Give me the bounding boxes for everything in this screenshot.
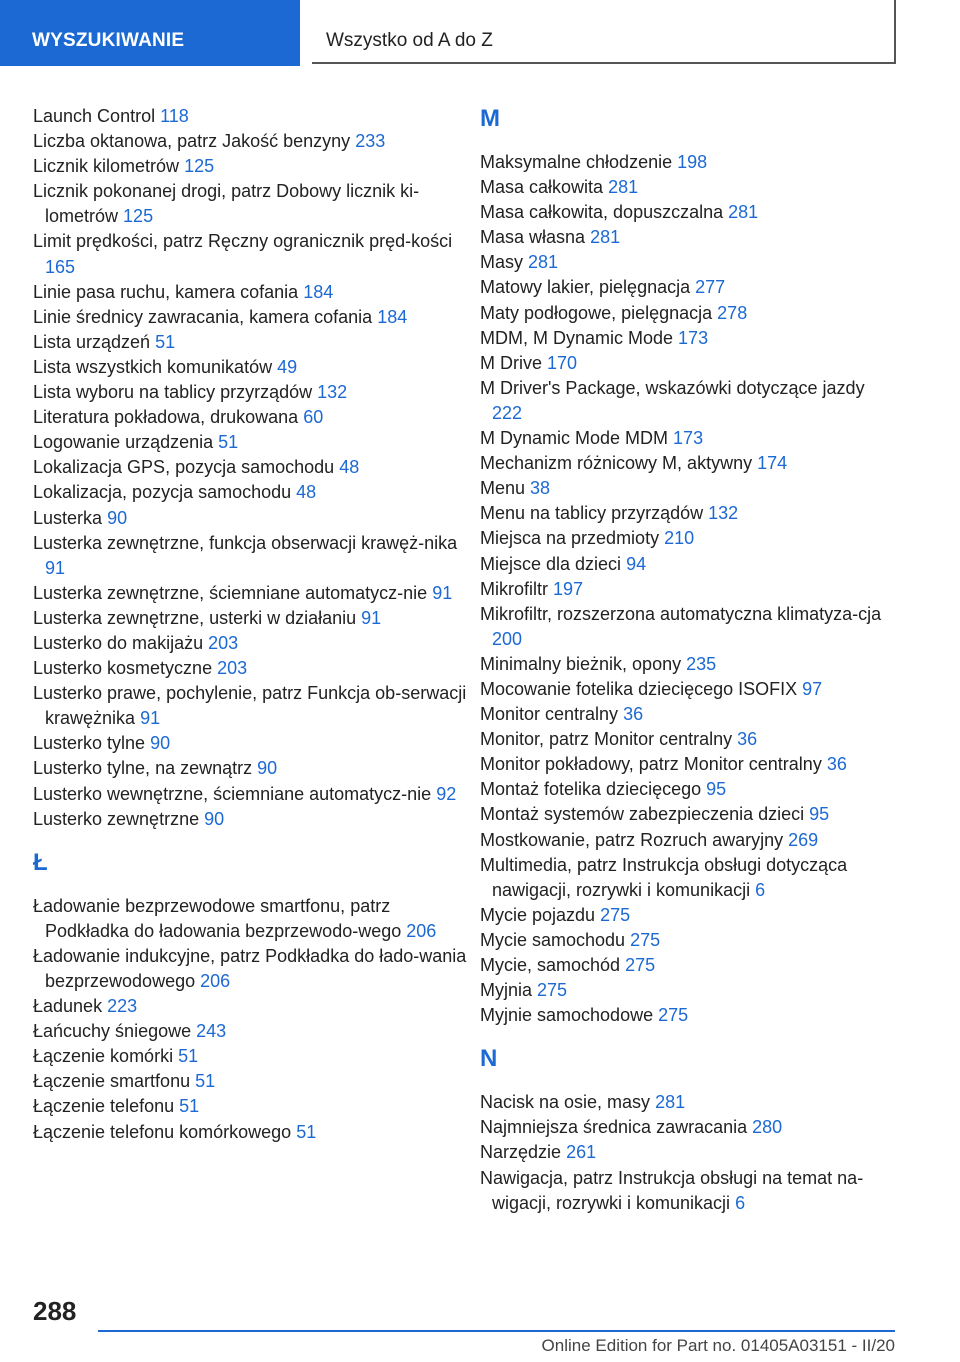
index-page-link[interactable]: 90 (204, 808, 225, 829)
index-page-link[interactable]: 90 (150, 733, 171, 754)
index-entry (33, 1019, 473, 1044)
index-page-link[interactable]: 281 (655, 1092, 686, 1113)
index-entry (480, 777, 890, 802)
index-entry-text: Montaż systemów zabezpieczenia dzieci (480, 804, 805, 825)
index-entry-text: Lusterko zewnętrzne (33, 808, 200, 829)
index-entry-text: Masa całkowita, dopuszczalna (480, 202, 724, 223)
index-page-link[interactable]: 235 (686, 653, 717, 674)
index-entry-text: Lusterko tylne (33, 733, 146, 754)
index-page-link[interactable]: 60 (303, 407, 324, 428)
index-entry-text: Launch Control (33, 106, 156, 126)
index-page-link[interactable]: 118 (160, 106, 189, 126)
index-entry-text: Monitor pokładowy, patrz Monitor centralny (480, 754, 822, 775)
index-letter-heading: M (480, 105, 500, 132)
index-entry (33, 330, 473, 355)
index-page-link[interactable]: 210 (664, 528, 695, 549)
index-entry-text: Mostkowanie, patrz Rozruch awaryjny (480, 829, 784, 850)
index-entry (33, 480, 473, 505)
index-entry-text: Ładowanie indukcyjne, patrz Podkładka do łado-wania bezprzewodowego (33, 945, 467, 991)
index-page-link[interactable]: 125 (123, 206, 154, 227)
index-entry (480, 602, 890, 652)
index-entry-text: Maty podłogowe, pielęgnacja (480, 302, 713, 323)
index-entry (33, 430, 473, 455)
index-entry (33, 1120, 473, 1145)
index-page-link[interactable]: 94 (626, 553, 647, 574)
index-entry (480, 853, 890, 903)
index-page-link[interactable]: 206 (406, 920, 437, 941)
index-entry-text: M Drive (480, 352, 542, 373)
index-entry (33, 782, 473, 807)
index-entry (480, 326, 890, 351)
index-entry (480, 1166, 890, 1216)
index-entry-text: Łączenie telefonu komórkowego (33, 1121, 292, 1142)
index-entry (33, 531, 473, 581)
index-page-link[interactable]: 38 (530, 478, 551, 499)
index-entry (480, 552, 890, 577)
index-entry (33, 380, 473, 405)
index-entry-text: Lusterko do makijażu (33, 632, 204, 653)
index-entry (480, 351, 890, 376)
index-page-link[interactable]: 51 (195, 1071, 216, 1092)
index-page-link[interactable]: 49 (277, 356, 298, 377)
index-page-link[interactable]: 173 (673, 428, 704, 449)
index-page-link[interactable]: 51 (179, 1096, 200, 1117)
index-entry (480, 426, 890, 451)
section-title: Wszystko od A do Z (312, 0, 896, 64)
index-entry (480, 727, 890, 752)
index-column-right (480, 104, 890, 1216)
index-entry-text: Monitor centralny (480, 704, 619, 725)
section-tab[interactable]: WYSZUKIWANIE (0, 0, 300, 66)
index-entry (33, 756, 473, 781)
index-entry-text: Myjnie samochodowe (480, 1005, 654, 1026)
index-page-link[interactable]: 95 (809, 804, 830, 825)
index-entry (33, 455, 473, 480)
index-entry-text: Miejsca na przedmioty (480, 528, 660, 549)
index-entry (33, 944, 473, 994)
index-entry (33, 807, 473, 832)
index-entry (33, 129, 473, 154)
index-entry-text: Menu na tablicy przyrządów (480, 503, 704, 524)
index-entry (480, 175, 890, 200)
index-entry-text: Łączenie smartfonu (33, 1071, 191, 1092)
index-entry (33, 631, 473, 656)
index-entry-text: Mikrofiltr (480, 578, 548, 599)
index-page-link[interactable]: 125 (184, 156, 215, 177)
index-entry-text: Literatura pokładowa, drukowana (33, 407, 299, 428)
index-page-link[interactable]: 261 (566, 1142, 597, 1163)
index-entry-text: Lusterko tylne, na zewnątrz (33, 758, 253, 779)
index-entry-text: M Dynamic Mode MDM (480, 428, 669, 449)
index-entry (33, 581, 473, 606)
index-entry (480, 150, 890, 175)
index-page-link[interactable]: 200 (492, 628, 523, 649)
index-entry (33, 405, 473, 430)
page-number: 288 (33, 1296, 77, 1326)
index-page-link[interactable]: 269 (788, 829, 819, 850)
footer-divider (98, 1330, 895, 1332)
index-entry-text: MDM, M Dynamic Mode (480, 327, 674, 348)
index-entry (480, 953, 890, 978)
index-entry (33, 280, 473, 305)
index-entry (33, 154, 473, 179)
index-entry (33, 1069, 473, 1094)
index-page-link[interactable]: 132 (708, 503, 739, 524)
index-entry-text: M Driver's Package, wskazówki dotyczące jazdy (480, 377, 865, 398)
index-page-link[interactable]: 184 (303, 281, 334, 302)
index-entry-text: Narzędzie (480, 1142, 562, 1163)
index-entry (33, 179, 473, 229)
index-page-link[interactable]: 277 (695, 277, 726, 298)
index-entry (33, 305, 473, 330)
index-page-link[interactable]: 275 (600, 904, 631, 925)
index-entry-text: Matowy lakier, pielęgnacja (480, 277, 691, 298)
index-entry-text: Mechanizm różnicowy M, aktywny (480, 453, 753, 474)
index-page-link[interactable]: 198 (677, 152, 708, 172)
index-entry (480, 752, 890, 777)
index-entry (33, 731, 473, 756)
index-page-link[interactable]: 36 (826, 754, 847, 775)
index-page-link[interactable]: 51 (296, 1121, 317, 1142)
index-entry-text: Lusterko wewnętrzne, ściemniane automatycz-nie (33, 783, 432, 804)
index-page-link[interactable]: 95 (706, 779, 727, 800)
index-entry (480, 526, 890, 551)
index-entry-text: Lusterka (33, 507, 103, 528)
index-page-link[interactable]: 233 (355, 131, 386, 152)
index-entry (480, 225, 890, 250)
index-entry-text: Montaż fotelika dziecięcego (480, 779, 702, 800)
index-page-link[interactable]: 51 (218, 432, 239, 453)
index-entry-text: Lista wszystkich komunikatów (33, 356, 273, 377)
index-entry (480, 577, 890, 602)
index-page-link[interactable]: 206 (200, 971, 231, 991)
index-letter-heading: N (480, 1045, 498, 1073)
index-entry-text: Menu (480, 478, 526, 499)
index-page-link[interactable]: 48 (339, 457, 360, 478)
index-entry (480, 376, 890, 426)
index-page-link[interactable]: 51 (178, 1046, 199, 1067)
index-entry (480, 978, 890, 1003)
index-page-link[interactable]: 132 (317, 382, 348, 403)
index-page-link[interactable]: 281 (608, 177, 639, 198)
index-page-link[interactable]: 48 (296, 482, 317, 503)
index-entry (480, 451, 890, 476)
index-entry (33, 506, 473, 531)
index-entry-text: Lokalizacja GPS, pozycja samochodu (33, 457, 335, 478)
index-entry-text: Lusterka zewnętrzne, ściemniane automatycz-nie (33, 582, 428, 603)
index-entry-text: Licznik kilometrów (33, 156, 180, 177)
index-entry (33, 229, 473, 279)
index-page-link[interactable]: 170 (547, 352, 578, 373)
index-entry (480, 1115, 890, 1140)
index-entry-text: Nawigacja, patrz Instrukcja obsługi na temat na-wigacji, rozrywki i komunikacji (480, 1167, 864, 1213)
index-entry-text: Mycie samochodu (480, 929, 626, 950)
index-entry (480, 1140, 890, 1165)
index-entry-text: Najmniejsza średnica zawracania (480, 1117, 748, 1138)
index-entry-text: Lokalizacja, pozycja samochodu (33, 482, 292, 503)
index-page-link[interactable]: 174 (757, 453, 788, 474)
index-entry (480, 301, 890, 326)
index-entry (480, 1003, 890, 1028)
index-entry-text: Łączenie komórki (33, 1046, 174, 1067)
page-header (0, 0, 960, 66)
index-entry (480, 1090, 890, 1115)
index-entry-text: Myjnia (480, 980, 533, 1001)
index-entry (480, 928, 890, 953)
index-page-link[interactable]: 90 (257, 758, 278, 779)
index-entry-text: Łączenie telefonu (33, 1096, 175, 1117)
index-entry (480, 476, 890, 501)
index-entry-text: Miejsce dla dzieci (480, 553, 622, 574)
index-entry-text: Licznik pokonanej drogi, patrz Dobowy licznik ki-lometrów (33, 181, 420, 227)
index-entry (480, 702, 890, 727)
footer-edition: Online Edition for Part no. 01405A03151 - II/20 (541, 1336, 895, 1355)
index-entry-text: Lusterko kosmetyczne (33, 658, 213, 679)
index-entry (33, 894, 473, 944)
index-page-link[interactable]: 275 (537, 980, 568, 1001)
index-page-link[interactable]: 275 (625, 955, 656, 975)
index-page-link[interactable]: 203 (208, 632, 239, 653)
index-page-link[interactable]: 222 (492, 402, 523, 423)
index-entry (33, 681, 473, 731)
index-entry (480, 677, 890, 702)
index-page-link[interactable]: 281 (590, 227, 621, 248)
index-entry (33, 104, 473, 129)
index-entry-text: Mycie pojazdu (480, 904, 596, 925)
index-entry-text: Multimedia, patrz Instrukcja obsługi dotycząca nawigacji, rozrywki i komunikacji (480, 854, 848, 900)
index-page-link[interactable]: 281 (728, 202, 759, 223)
index-page-link[interactable]: 6 (735, 1192, 746, 1213)
index-page-link[interactable]: 36 (737, 729, 758, 750)
index-page-link[interactable]: 278 (717, 302, 748, 323)
index-page-link[interactable]: 51 (155, 331, 176, 352)
index-entry (33, 1044, 473, 1069)
index-page-link[interactable]: 36 (623, 704, 644, 725)
index-page-link[interactable]: 91 (432, 582, 453, 603)
index-page-link[interactable]: 275 (630, 929, 661, 950)
index-entry-text: Mycie, samochód (480, 955, 621, 975)
index-entry (33, 994, 473, 1019)
index-entry-text: Limit prędkości, patrz Ręczny ogranicznik pręd-kości (33, 231, 453, 252)
index-entry (480, 903, 890, 928)
index-entry-text: Linie pasa ruchu, kamera cofania (33, 281, 299, 302)
index-page-link[interactable]: 223 (107, 996, 138, 1017)
index-entry (480, 652, 890, 677)
index-entry-text: Mikrofiltr, rozszerzona automatyczna klimatyza-cja (480, 603, 882, 624)
index-page-link[interactable]: 91 (361, 607, 382, 628)
index-entry-text: Mocowanie fotelika dziecięcego ISOFIX (480, 678, 798, 699)
index-page-link[interactable]: 275 (658, 1005, 689, 1026)
index-entry-text: Minimalny bieżnik, opony (480, 653, 682, 674)
index-page-link[interactable]: 173 (678, 327, 709, 348)
index-entry-text: Linie średnicy zawracania, kamera cofania (33, 306, 373, 327)
index-entry-text: Łańcuchy śniegowe (33, 1021, 192, 1042)
index-entry-text: Lista urządzeń (33, 331, 151, 352)
index-entry-text: Lusterka zewnętrzne, funkcja obserwacji krawęż-nika (33, 532, 458, 553)
index-page-link[interactable]: 280 (752, 1117, 783, 1138)
index-page-link[interactable]: 90 (107, 507, 128, 528)
index-page-link[interactable]: 6 (755, 879, 766, 900)
index-entry (33, 355, 473, 380)
index-entry (480, 828, 890, 853)
index-entry-text: Ładowanie bezprzewodowe smartfonu, patrz Podkładka do ładowania bezprzewodo-wego (33, 895, 402, 941)
index-column-left (33, 104, 473, 1145)
index-page-link[interactable]: 165 (45, 256, 76, 277)
index-entry (480, 275, 890, 300)
index-entry-text: Maksymalne chłodzenie (480, 152, 673, 172)
index-entry-text: Liczba oktanowa, patrz Jakość benzyny (33, 131, 351, 152)
index-page-link[interactable]: 97 (802, 678, 823, 699)
index-page-link[interactable]: 203 (217, 658, 248, 679)
index-entry-text: Masa własna (480, 227, 586, 248)
index-page-link[interactable]: 184 (377, 306, 408, 327)
index-entry-text: Masy (480, 252, 524, 273)
index-entry (33, 606, 473, 631)
index-entry-text: Lusterko prawe, pochylenie, patrz Funkcja ob-serwacji krawężnika (33, 683, 467, 729)
index-page-link[interactable]: 92 (436, 783, 457, 804)
index-entry-text: Lista wyboru na tablicy przyrządów (33, 382, 313, 403)
index-entry (480, 501, 890, 526)
index-entry (480, 200, 890, 225)
index-entry-text: Monitor, patrz Monitor centralny (480, 729, 733, 750)
index-entry-text: Nacisk na osie, masy (480, 1092, 651, 1113)
index-page-link[interactable]: 91 (140, 708, 161, 729)
index-page-link[interactable]: 281 (528, 252, 559, 273)
index-letter-heading: Ł (33, 848, 48, 876)
index-page-link[interactable]: 91 (45, 557, 66, 578)
index-entry-text: Lusterka zewnętrzne, usterki w działaniu (33, 607, 357, 628)
index-entry-text: Masa całkowita (480, 177, 604, 198)
index-entry-text: Ładunek (33, 996, 103, 1017)
index-entry (33, 656, 473, 681)
index-page-link[interactable]: 243 (196, 1021, 227, 1042)
index-page-link[interactable]: 197 (553, 578, 584, 599)
index-entry (33, 1094, 473, 1119)
index-entry (480, 250, 890, 275)
index-entry (480, 802, 890, 827)
index-entry-text: Logowanie urządzenia (33, 432, 214, 453)
